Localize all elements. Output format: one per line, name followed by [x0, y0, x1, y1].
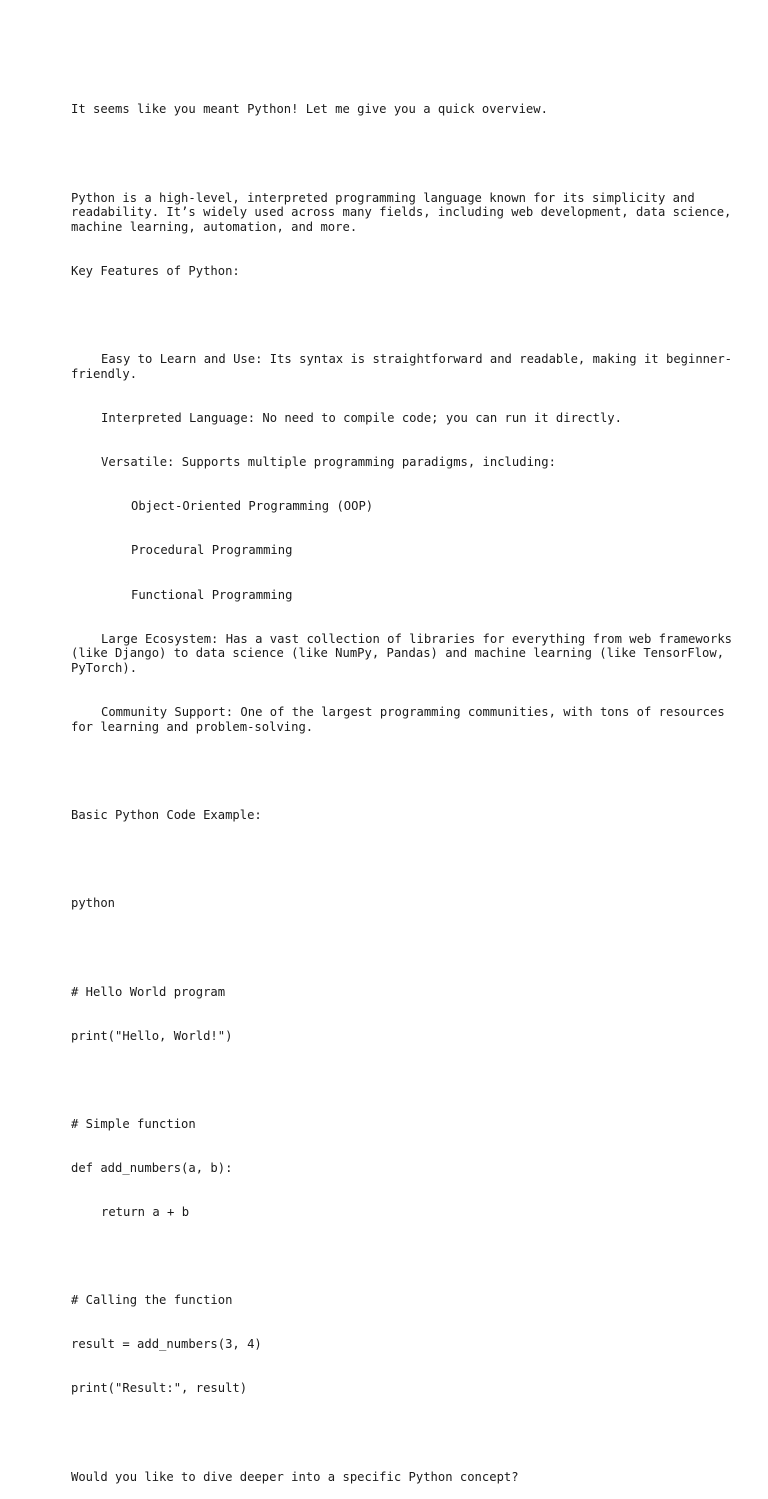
spacer — [71, 852, 751, 867]
spacer — [71, 1073, 751, 1088]
code-comment: # Simple function — [71, 1116, 196, 1131]
spacer — [71, 940, 751, 955]
spacer — [71, 147, 751, 162]
spacer — [71, 1249, 751, 1264]
code-line: def add_numbers(a, b): — [71, 1160, 233, 1175]
intro-text: It seems like you meant Python! Let me give you a quick overview. — [71, 102, 548, 117]
paradigm-item: Procedural Programming — [131, 543, 293, 558]
code-line: return a + b — [101, 1205, 190, 1220]
feature-easy: Easy to Learn and Use: Its syntax is straightforward and readable, making it beginner-friendly. — [71, 352, 733, 382]
feature-interpreted: Interpreted Language: No need to compile code; you can run it directly. — [101, 411, 622, 426]
code-comment: # Calling the function — [71, 1293, 233, 1308]
spacer — [71, 308, 751, 323]
spacer — [71, 1426, 751, 1441]
response-document — [71, 73, 751, 1499]
code-comment: # Hello World program — [71, 984, 226, 999]
description-paragraph: Python is a high-level, interpreted programming language known for its simplicity and readability. It’s widely used across many fields, including web development, data science, machine learning, automation, and more. — [71, 190, 739, 235]
closing-question: Would you like to dive deeper into a specific Python concept? — [71, 1469, 519, 1484]
features-heading: Key Features of Python: — [71, 264, 240, 279]
code-line: result = add_numbers(3, 4) — [71, 1337, 262, 1352]
feature-community: Community Support: One of the largest programming communities, with tons of resources for learning and problem-solving. — [71, 705, 733, 734]
feature-ecosystem: Large Ecosystem: Has a vast collection of libraries for everything from web frameworks (like Django) to data science (like NumPy, Pandas) and machine learning (like TensorFlow, PyTorch). — [71, 631, 740, 676]
paradigm-item: Object-Oriented Programming (OOP) — [131, 499, 374, 514]
example-heading: Basic Python Code Example: — [71, 808, 262, 823]
feature-versatile: Versatile: Supports multiple programming paradigms, including: — [101, 455, 556, 470]
code-line: print("Result:", result) — [71, 1381, 248, 1396]
paradigm-item: Functional Programming — [131, 587, 293, 602]
spacer — [71, 764, 751, 779]
code-line: print("Hello, World!") — [71, 1028, 233, 1043]
code-language-label: python — [71, 896, 116, 911]
